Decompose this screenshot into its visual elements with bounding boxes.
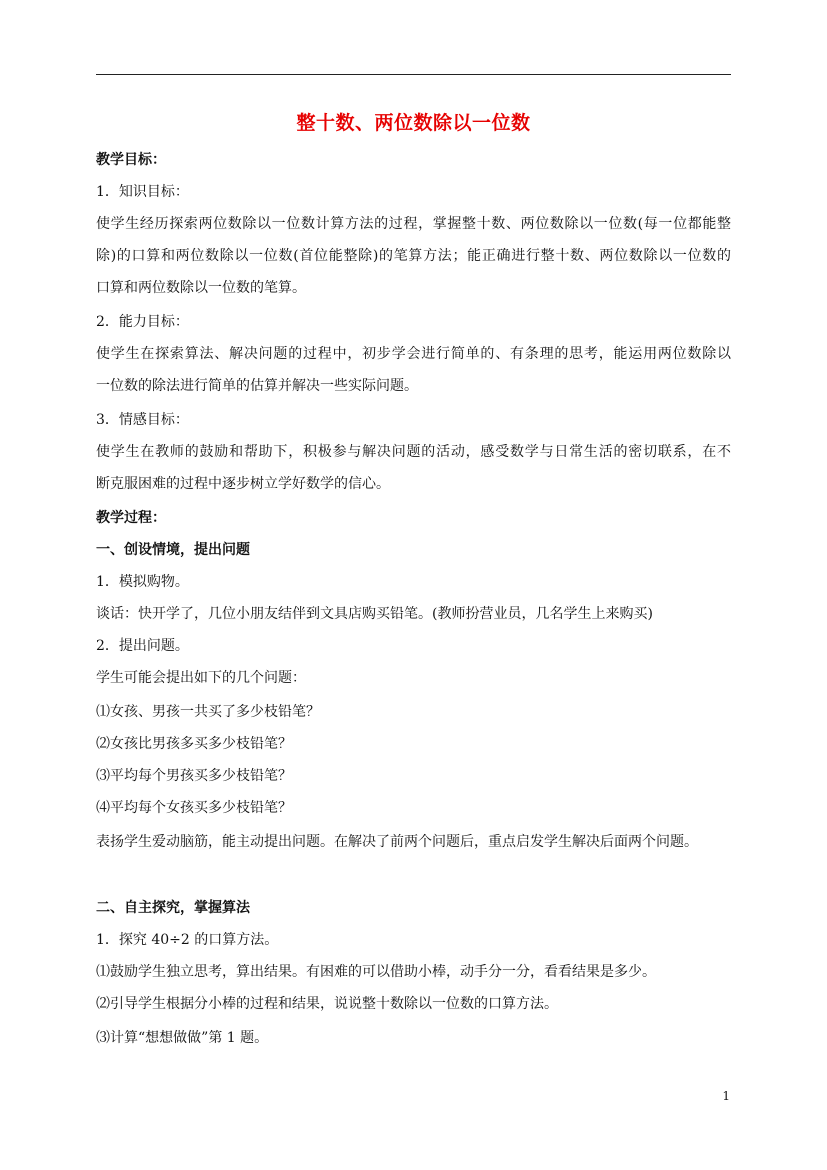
- question-item: ⑵女孩比男孩多买多少枝铅笔？: [96, 736, 292, 752]
- paragraph-line: 1．模拟购物。: [96, 574, 189, 590]
- paragraph-line: 使学生在教师的鼓励和帮助下，积极参与解决问题的活动，感受数学与日常生活的密切联系，在不: [96, 444, 731, 460]
- paragraph-line: 使学生经历探索两位数除以一位数计算方法的过程，掌握整十数、两位数除以一位数(每一位都能整: [96, 216, 731, 232]
- section-heading-objectives: 教学目标：: [96, 152, 166, 168]
- document-title: 整十数、两位数除以一位数: [296, 112, 531, 134]
- paragraph-line: 学生可能会提出如下的几个问题：: [96, 670, 306, 686]
- question-item: ⑴女孩、男孩一共买了多少枝铅笔？: [96, 704, 320, 720]
- paragraph-line: 使学生在探索算法、解决问题的过程中，初步学会进行简单的、有条理的思考，能运用两位数除以: [96, 346, 731, 362]
- section-heading-process: 教学过程：: [96, 510, 166, 526]
- paragraph-line: 表扬学生爱动脑筋，能主动提出问题。在解决了前两个问题后，重点启发学生解决后面两个问题。: [96, 834, 698, 850]
- paragraph-line: 断克服困难的过程中逐步树立学好数学的信心。: [96, 476, 390, 492]
- paragraph-line: ⑵引导学生根据分小棒的过程和结果，说说整十数除以一位数的口算方法。: [96, 996, 558, 1012]
- subheading-emotion: 3．情感目标：: [96, 412, 189, 428]
- paragraph-line: ⑴鼓励学生独立思考，算出结果。有困难的可以借助小棒，动手分一分，看看结果是多少。: [96, 964, 656, 980]
- question-item: ⑶平均每个男孩买多少枝铅笔？: [96, 768, 292, 784]
- section-heading-part-two: 二、自主探究，掌握算法: [96, 900, 250, 916]
- section-heading-part-one: 一、创设情境，提出问题: [96, 542, 250, 558]
- header-rule: [96, 74, 731, 75]
- paragraph-line: 除)的口算和两位数除以一位数(首位能整除)的笔算方法；能正确进行整十数、两位数除以一位数的: [96, 248, 731, 264]
- paragraph-line: 2．提出问题。: [96, 638, 189, 654]
- paragraph-line: 谈话：快开学了，几位小朋友结伴到文具店购买铅笔。(教师扮营业员，几名学生上来购买): [96, 606, 653, 622]
- paragraph-line: ⑶计算“想想做做”第 1 题。: [96, 1030, 269, 1046]
- subheading-ability: 2．能力目标：: [96, 314, 189, 330]
- page-number: 1: [722, 1089, 730, 1103]
- paragraph-line: 一位数的除法进行简单的估算并解决一些实际问题。: [96, 378, 418, 394]
- question-item: ⑷平均每个女孩买多少枝铅笔？: [96, 800, 292, 816]
- subheading-knowledge: 1．知识目标：: [96, 184, 189, 200]
- paragraph-line: 1．探究 40÷2 的口算方法。: [96, 932, 279, 948]
- paragraph-line: 口算和两位数除以一位数的笔算。: [96, 280, 306, 296]
